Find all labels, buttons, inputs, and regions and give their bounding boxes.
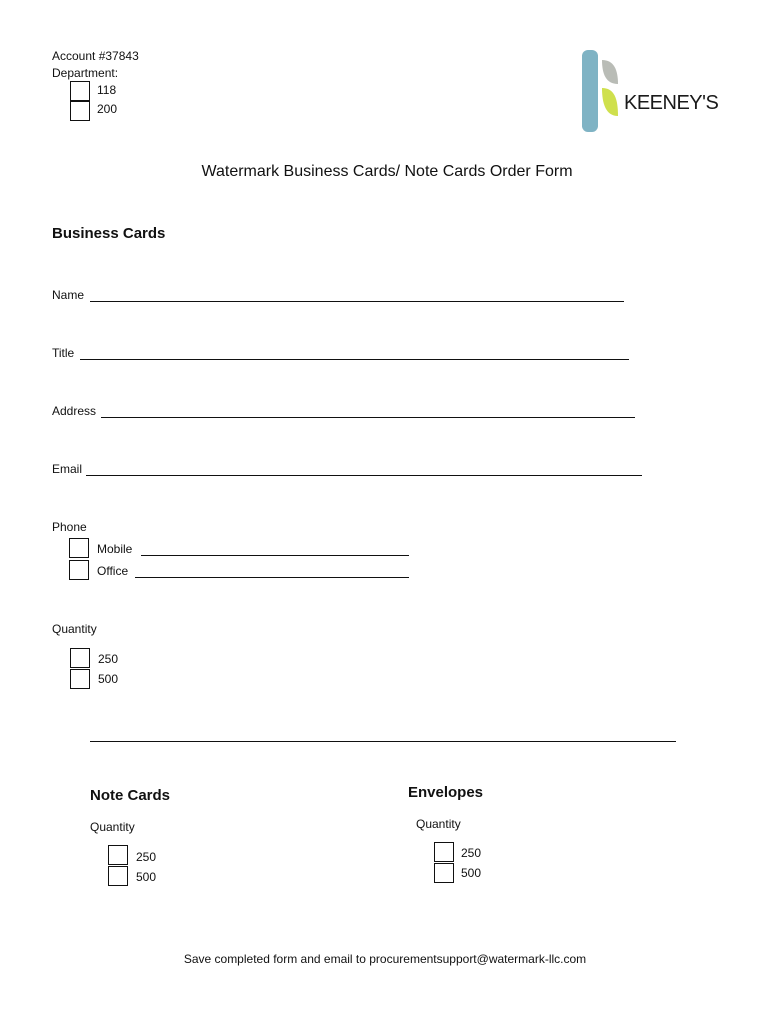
envelope-qty-500-label: 500 <box>461 866 482 880</box>
office-line[interactable] <box>135 577 409 578</box>
keeneys-logo <box>580 48 720 134</box>
envelopes-quantity-label: Quantity <box>416 817 461 831</box>
department-118-label: 118 <box>97 83 117 97</box>
address-label: Address <box>52 404 97 418</box>
note-cards-heading: Note Cards <box>90 787 171 804</box>
note-cards-quantity-label: Quantity <box>90 820 135 834</box>
department-118-checkbox[interactable] <box>70 81 90 101</box>
email-label: Email <box>52 462 83 476</box>
phone-label: Phone <box>52 520 87 534</box>
business-qty-500-checkbox[interactable] <box>70 669 90 689</box>
mobile-field[interactable] <box>97 542 409 558</box>
office-field[interactable] <box>97 564 409 580</box>
title-field[interactable] <box>52 346 629 362</box>
envelope-qty-250-label: 250 <box>461 846 482 860</box>
section-divider <box>90 741 676 742</box>
logo-text: KEENEY'S <box>624 92 719 114</box>
mobile-line[interactable] <box>141 555 409 556</box>
address-field[interactable] <box>52 404 635 420</box>
business-qty-500-label: 500 <box>98 672 119 686</box>
business-qty-250-checkbox[interactable] <box>70 648 90 668</box>
name-label: Name <box>52 288 85 302</box>
title-label: Title <box>52 346 75 360</box>
email-field[interactable] <box>52 462 642 478</box>
note-qty-500-checkbox[interactable] <box>108 866 128 886</box>
form-title: Watermark Business Cards/ Note Cards Order Form <box>201 163 573 180</box>
business-cards-heading: Business Cards <box>52 225 166 242</box>
phone-mobile-checkbox[interactable] <box>69 538 89 558</box>
title-line[interactable] <box>80 359 629 360</box>
name-field[interactable] <box>52 288 624 304</box>
office-label: Office <box>97 564 129 578</box>
envelope-qty-250-checkbox[interactable] <box>434 842 454 862</box>
department-200-label: 200 <box>97 102 118 116</box>
logo-mark-icon <box>580 48 720 134</box>
note-qty-250-checkbox[interactable] <box>108 845 128 865</box>
footer-instructions: Save completed form and email to procurementsupport@watermark-llc.com <box>183 952 587 966</box>
phone-office-checkbox[interactable] <box>69 560 89 580</box>
business-qty-250-label: 250 <box>98 652 119 666</box>
note-qty-250-label: 250 <box>136 850 157 864</box>
email-line[interactable] <box>86 475 642 476</box>
envelopes-heading: Envelopes <box>408 784 484 801</box>
envelope-qty-500-checkbox[interactable] <box>434 863 454 883</box>
mobile-label: Mobile <box>97 542 133 556</box>
business-quantity-label: Quantity <box>52 622 97 636</box>
account-number: Account #37843 <box>52 49 139 63</box>
address-line[interactable] <box>101 417 635 418</box>
note-qty-500-label: 500 <box>136 870 157 884</box>
department-200-checkbox[interactable] <box>70 101 90 121</box>
name-line[interactable] <box>90 301 624 302</box>
department-label: Department: <box>52 66 119 80</box>
